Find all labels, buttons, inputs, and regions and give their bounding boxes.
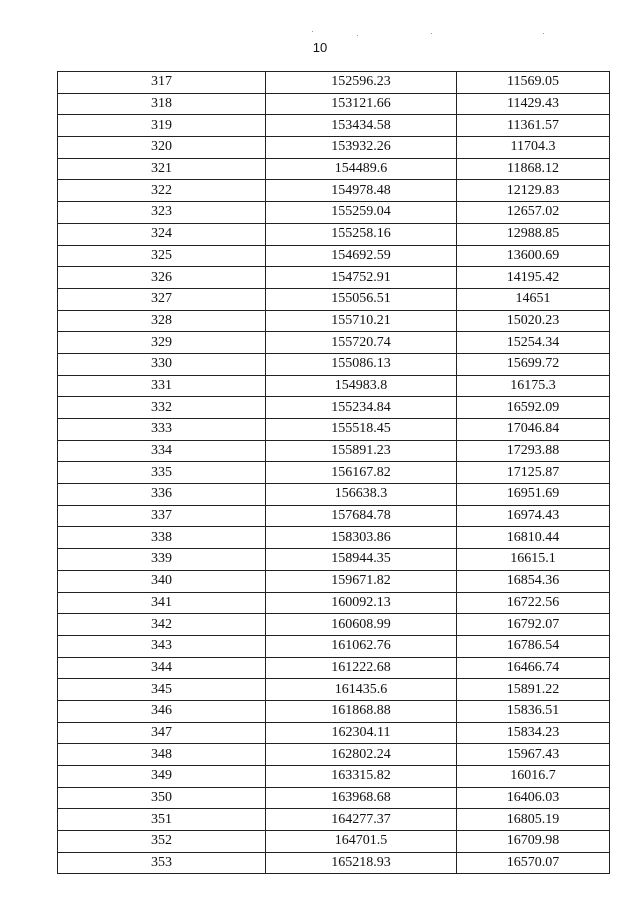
x-coordinate-cell: 159671.82 [266,570,457,592]
table-row [58,310,610,332]
table-row [58,288,610,310]
table-row [58,137,610,159]
x-coordinate-cell: 154692.59 [266,245,457,267]
y-coordinate-cell: 11569.05 [457,72,610,94]
y-coordinate-cell: 15891.22 [457,679,610,701]
table-row [58,223,610,245]
point-number-cell: 332 [58,397,266,419]
point-number-cell: 331 [58,375,266,397]
y-coordinate-cell: 15967.43 [457,744,610,766]
table-row [58,635,610,657]
x-coordinate-cell: 162802.24 [266,744,457,766]
x-coordinate-cell: 161435.6 [266,679,457,701]
table-row [58,722,610,744]
point-number-cell: 336 [58,484,266,506]
table-row [58,787,610,809]
point-number-cell: 344 [58,657,266,679]
y-coordinate-cell: 14651 [457,288,610,310]
point-number-cell: 328 [58,310,266,332]
table-row [58,267,610,289]
y-coordinate-cell: 16792.07 [457,614,610,636]
table-row [58,766,610,788]
point-number-cell: 319 [58,115,266,137]
point-number-cell: 333 [58,419,266,441]
x-coordinate-cell: 157684.78 [266,505,457,527]
table-row [58,462,610,484]
scan-speck [543,33,544,34]
y-coordinate-cell: 17125.87 [457,462,610,484]
x-coordinate-cell: 156167.82 [266,462,457,484]
y-coordinate-cell: 16570.07 [457,852,610,874]
y-coordinate-cell: 16592.09 [457,397,610,419]
y-coordinate-cell: 16805.19 [457,809,610,831]
table-row [58,440,610,462]
table-row [58,419,610,441]
point-number-cell: 343 [58,635,266,657]
point-number-cell: 323 [58,202,266,224]
point-number-cell: 345 [58,679,266,701]
y-coordinate-cell: 12129.83 [457,180,610,202]
coordinates-table [57,71,610,874]
point-number-cell: 348 [58,744,266,766]
x-coordinate-cell: 164277.37 [266,809,457,831]
y-coordinate-cell: 16786.54 [457,635,610,657]
y-coordinate-cell: 16810.44 [457,527,610,549]
table-row [58,158,610,180]
point-number-cell: 341 [58,592,266,614]
point-number-cell: 353 [58,852,266,874]
y-coordinate-cell: 17046.84 [457,419,610,441]
table-row [58,592,610,614]
x-coordinate-cell: 155518.45 [266,419,457,441]
x-coordinate-cell: 161222.68 [266,657,457,679]
point-number-cell: 329 [58,332,266,354]
x-coordinate-cell: 155720.74 [266,332,457,354]
point-number-cell: 340 [58,570,266,592]
table-row [58,831,610,853]
y-coordinate-cell: 15834.23 [457,722,610,744]
table-row [58,202,610,224]
table-row [58,397,610,419]
x-coordinate-cell: 163968.68 [266,787,457,809]
y-coordinate-cell: 16722.56 [457,592,610,614]
point-number-cell: 326 [58,267,266,289]
table-row [58,180,610,202]
x-coordinate-cell: 155234.84 [266,397,457,419]
y-coordinate-cell: 17293.88 [457,440,610,462]
x-coordinate-cell: 152596.23 [266,72,457,94]
table-row [58,115,610,137]
point-number-cell: 318 [58,93,266,115]
y-coordinate-cell: 11361.57 [457,115,610,137]
y-coordinate-cell: 15254.34 [457,332,610,354]
table-row [58,744,610,766]
y-coordinate-cell: 15699.72 [457,353,610,375]
point-number-cell: 339 [58,549,266,571]
y-coordinate-cell: 16974.43 [457,505,610,527]
y-coordinate-cell: 16466.74 [457,657,610,679]
table-body [58,72,610,874]
table-row [58,505,610,527]
x-coordinate-cell: 164701.5 [266,831,457,853]
table-row [58,353,610,375]
x-coordinate-cell: 153932.26 [266,137,457,159]
x-coordinate-cell: 155891.23 [266,440,457,462]
point-number-cell: 321 [58,158,266,180]
table-row [58,527,610,549]
table-row [58,245,610,267]
x-coordinate-cell: 154752.91 [266,267,457,289]
x-coordinate-cell: 154489.6 [266,158,457,180]
table-row [58,484,610,506]
table-row [58,93,610,115]
y-coordinate-cell: 13600.69 [457,245,610,267]
x-coordinate-cell: 160092.13 [266,592,457,614]
point-number-cell: 349 [58,766,266,788]
y-coordinate-cell: 12657.02 [457,202,610,224]
y-coordinate-cell: 16016.7 [457,766,610,788]
table-row [58,332,610,354]
point-number-cell: 317 [58,72,266,94]
point-number-cell: 342 [58,614,266,636]
scan-speck [357,35,358,36]
point-number-cell: 330 [58,353,266,375]
x-coordinate-cell: 154983.8 [266,375,457,397]
x-coordinate-cell: 153121.66 [266,93,457,115]
x-coordinate-cell: 155258.16 [266,223,457,245]
scan-speck [431,33,432,34]
table-row [58,375,610,397]
table-row [58,809,610,831]
point-number-cell: 338 [58,527,266,549]
x-coordinate-cell: 155710.21 [266,310,457,332]
x-coordinate-cell: 158944.35 [266,549,457,571]
point-number-cell: 351 [58,809,266,831]
table-row [58,679,610,701]
x-coordinate-cell: 161062.76 [266,635,457,657]
y-coordinate-cell: 15020.23 [457,310,610,332]
coordinates-table-container [57,71,609,874]
point-number-cell: 346 [58,700,266,722]
y-coordinate-cell: 11868.12 [457,158,610,180]
table-row [58,614,610,636]
x-coordinate-cell: 160608.99 [266,614,457,636]
point-number-cell: 324 [58,223,266,245]
x-coordinate-cell: 156638.3 [266,484,457,506]
y-coordinate-cell: 11704.3 [457,137,610,159]
x-coordinate-cell: 154978.48 [266,180,457,202]
y-coordinate-cell: 16406.03 [457,787,610,809]
x-coordinate-cell: 155259.04 [266,202,457,224]
table-row [58,657,610,679]
point-number-cell: 320 [58,137,266,159]
x-coordinate-cell: 165218.93 [266,852,457,874]
scan-speck [312,31,313,32]
y-coordinate-cell: 15836.51 [457,700,610,722]
x-coordinate-cell: 162304.11 [266,722,457,744]
y-coordinate-cell: 16951.69 [457,484,610,506]
table-row [58,570,610,592]
x-coordinate-cell: 155056.51 [266,288,457,310]
table-row [58,700,610,722]
y-coordinate-cell: 14195.42 [457,267,610,289]
point-number-cell: 325 [58,245,266,267]
point-number-cell: 334 [58,440,266,462]
point-number-cell: 322 [58,180,266,202]
point-number-cell: 350 [58,787,266,809]
y-coordinate-cell: 11429.43 [457,93,610,115]
x-coordinate-cell: 155086.13 [266,353,457,375]
point-number-cell: 337 [58,505,266,527]
point-number-cell: 352 [58,831,266,853]
y-coordinate-cell: 16709.98 [457,831,610,853]
table-row [58,549,610,571]
y-coordinate-cell: 12988.85 [457,223,610,245]
point-number-cell: 335 [58,462,266,484]
table-row [58,72,610,94]
x-coordinate-cell: 161868.88 [266,700,457,722]
y-coordinate-cell: 16615.1 [457,549,610,571]
x-coordinate-cell: 163315.82 [266,766,457,788]
y-coordinate-cell: 16175.3 [457,375,610,397]
x-coordinate-cell: 153434.58 [266,115,457,137]
point-number-cell: 347 [58,722,266,744]
page-number: 10 [312,40,328,55]
table-row [58,852,610,874]
point-number-cell: 327 [58,288,266,310]
x-coordinate-cell: 158303.86 [266,527,457,549]
y-coordinate-cell: 16854.36 [457,570,610,592]
